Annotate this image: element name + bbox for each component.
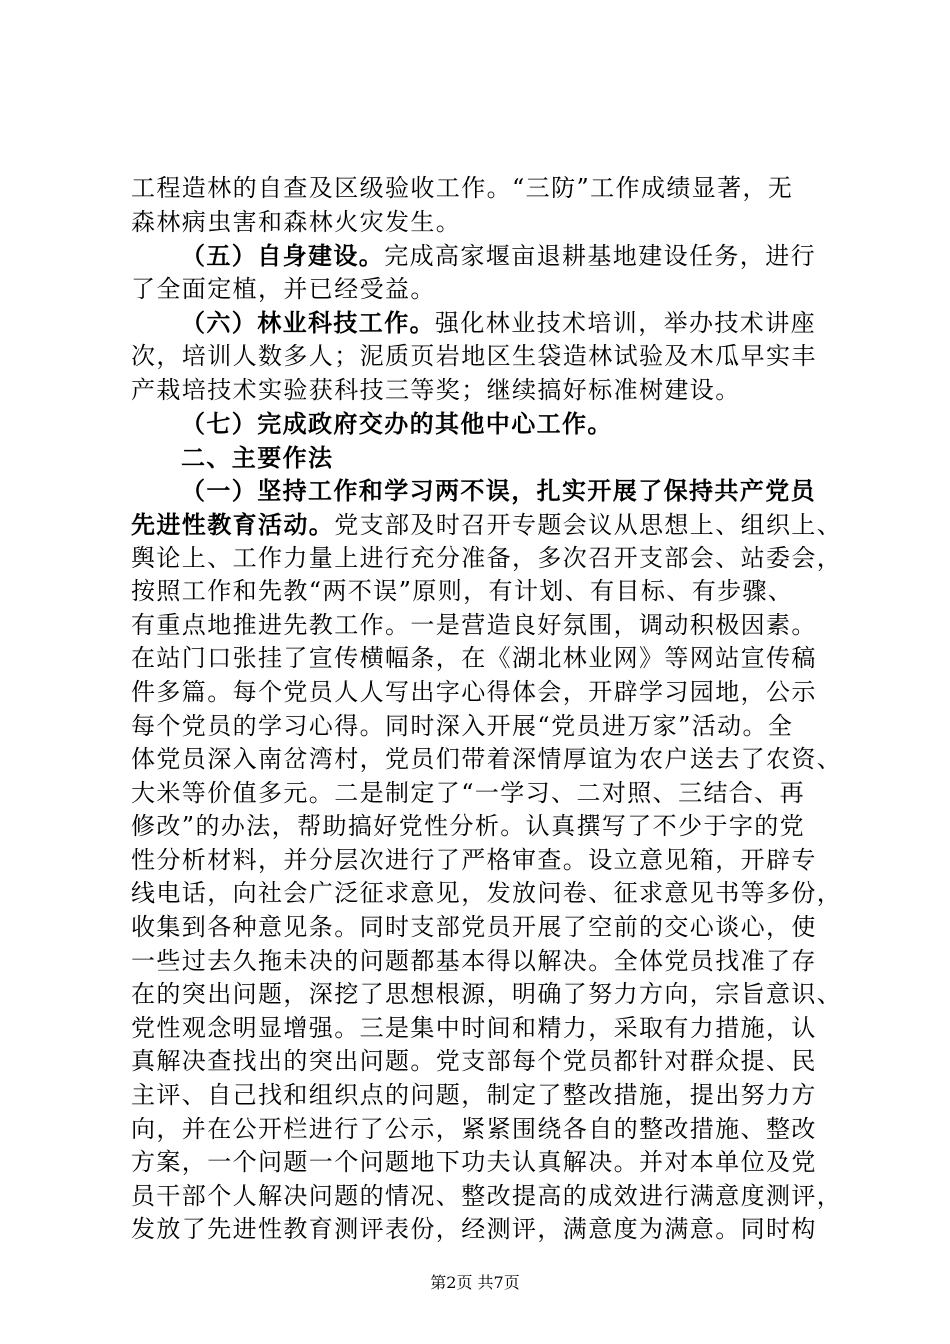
text-line bbox=[131, 978, 843, 1012]
text-line bbox=[131, 1012, 826, 1046]
text-line bbox=[131, 542, 843, 576]
body-text: 工程造林的自查及区级验收工作。“三防”工作成绩显著，无 bbox=[131, 174, 794, 202]
text-line bbox=[131, 273, 826, 307]
text-line bbox=[131, 1045, 826, 1079]
bold-heading-text: （六）林业科技工作。 bbox=[181, 308, 435, 338]
body-text: 森林病虫害和森林火灾发生。 bbox=[131, 207, 462, 236]
text-line bbox=[131, 306, 826, 340]
body-text: 在站门口张挂了宣传横幅条，在《湖北林业网》等网站宣传稿 bbox=[131, 644, 817, 673]
bold-heading-text: 先进性教育活动。 bbox=[131, 509, 335, 539]
body-text: 体党员深入南岔湾村，党员们带着深情厚谊为农户送去了农资、 bbox=[131, 745, 843, 774]
text-line bbox=[131, 642, 826, 676]
body-text: 按照工作和先教“两不误”原则，有计划、有目标、有步骤、 bbox=[131, 577, 794, 606]
bold-heading-text: （七）完成政府交办的其他中心工作。 bbox=[181, 409, 613, 439]
text-line bbox=[131, 374, 826, 408]
body-text: 件多篇。每个党员人人写出字心得体会，开辟学习园地，公示 bbox=[131, 677, 817, 706]
text-line bbox=[131, 945, 826, 979]
body-text: 强化林业技术培训，举办技术讲座 bbox=[435, 309, 816, 338]
body-text: 了全面定植，并已经受益。 bbox=[131, 274, 436, 303]
body-text: 员干部个人解决问题的情况、整改提高的成效进行满意度测评， bbox=[131, 1181, 843, 1210]
text-line bbox=[131, 172, 826, 206]
text-line bbox=[131, 676, 826, 710]
text-line bbox=[131, 1180, 843, 1214]
text-line bbox=[131, 609, 826, 643]
bold-heading-text: 二、主要作法 bbox=[181, 442, 334, 472]
text-line bbox=[131, 239, 826, 273]
text-line bbox=[131, 710, 826, 744]
body-text: 有重点地推进先教工作。一是营造良好氛围，调动积极因素。 bbox=[131, 610, 817, 639]
text-line bbox=[131, 340, 826, 374]
body-text: 完成高家堰亩退耕基地建设任务，进行 bbox=[384, 242, 817, 271]
text-line bbox=[131, 1146, 826, 1180]
body-text: 修改”的办法，帮助搞好党性分析。认真撰写了不少于字的党 bbox=[131, 812, 806, 841]
text-line bbox=[131, 441, 826, 475]
body-text: 线电话，向社会广泛征求意见，发放问卷、征求意见书等多份， bbox=[131, 879, 843, 908]
body-text: 党性观念明显增强。三是集中时间和精力，采取有力措施，认 bbox=[131, 1013, 817, 1042]
text-line bbox=[131, 777, 826, 811]
body-text: 产栽培技术实验获科技三等奖；继续搞好标准树建设。 bbox=[131, 375, 741, 404]
body-text: 主评、自己找和组织点的问题，制定了整改措施，提出努力方 bbox=[131, 1081, 817, 1110]
body-text: 大米等价值多元。二是制定了“一学习、二对照、三结合、再 bbox=[131, 778, 806, 807]
document-body bbox=[131, 172, 843, 1247]
text-line bbox=[131, 844, 826, 878]
text-line bbox=[131, 1079, 826, 1113]
bold-heading-text: （五）自身建设。 bbox=[181, 241, 385, 271]
body-text: 发放了先进性教育测评表份，经测评，满意度为满意。同时构 bbox=[131, 1215, 817, 1244]
body-text: 真解决查找出的突出问题。党支部每个党员都针对群众提、民 bbox=[131, 1047, 817, 1076]
body-text: 性分析材料，并分层次进行了严格审查。设立意见箱，开辟专 bbox=[131, 845, 817, 874]
body-text: 每个党员的学习心得。同时深入开展“党员进万家”活动。全 bbox=[131, 711, 794, 740]
body-text: 收集到各种意见条。同时支部党员开展了空前的交心谈心，使 bbox=[131, 913, 817, 942]
body-text: 党支部及时召开专题会议从思想上、组织上、 bbox=[334, 510, 843, 539]
text-line bbox=[131, 206, 826, 240]
bold-heading-text: （一）坚持工作和学习两不误，扎实开展了保持共产党员 bbox=[181, 476, 816, 506]
body-text: 舆论上、工作力量上进行充分准备，多次召开支部会、站委会， bbox=[131, 543, 843, 572]
text-line bbox=[131, 911, 826, 945]
page-footer: 第2页 共7页 bbox=[430, 1273, 520, 1292]
text-line bbox=[131, 508, 843, 542]
text-line bbox=[131, 1213, 826, 1247]
body-text: 一些过去久拖未决的问题都基本得以解决。全体党员找准了存 bbox=[131, 946, 817, 975]
text-line bbox=[131, 407, 826, 441]
body-text: 在的突出问题，深挖了思想根源，明确了努力方向，宗旨意识、 bbox=[131, 980, 843, 1009]
text-line bbox=[131, 1113, 826, 1147]
text-line bbox=[131, 810, 826, 844]
body-text: 方案，一个问题一个问题地下功夫认真解决。并对本单位及党 bbox=[131, 1148, 817, 1177]
text-line bbox=[131, 575, 826, 609]
body-text: 向，并在公开栏进行了公示，紧紧围绕各自的整改措施、整改 bbox=[131, 1114, 817, 1143]
text-line bbox=[131, 743, 843, 777]
body-text: 次，培训人数多人；泥质页岩地区生袋造林试验及木瓜早实丰 bbox=[131, 341, 817, 370]
text-line bbox=[131, 474, 826, 508]
text-line bbox=[131, 877, 843, 911]
